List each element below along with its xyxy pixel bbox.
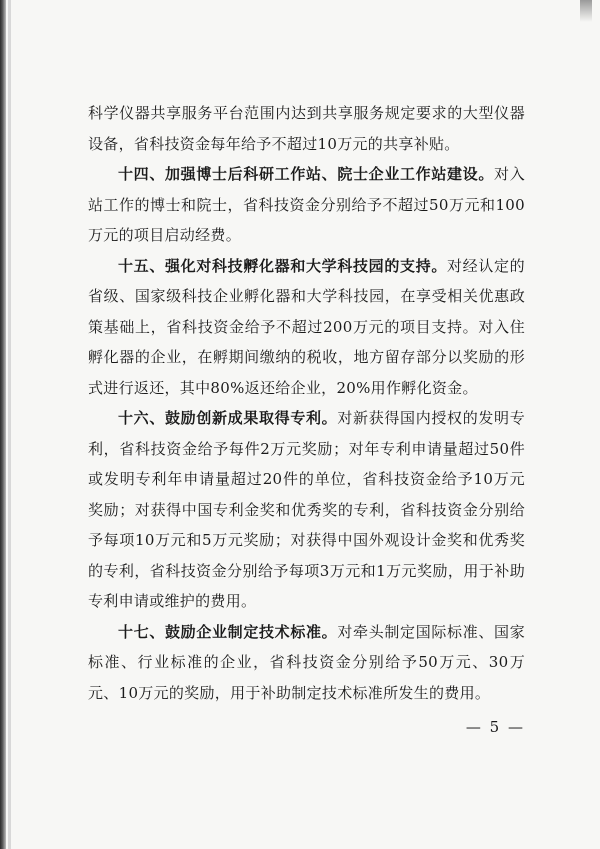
- paragraph-body: 对新获得国内授权的发明专利，省科技资金给予每件2万元奖励；对年专利申请量超过50件或发明专利年申请量超过20件的单位，省科技资金给予10万元奖励；对获得中国专利金奖和优秀奖的专利，省科技资金分别给予每项10万元和5万元奖励；对获得中国外观设计金奖和优秀奖的专利，省科技资金分别给予每项3万元和1万元奖励，用于补助专利申请或维护的费用。: [88, 409, 526, 610]
- paragraph-heading: 十五、强化对科技孵化器和大学科技园的支持。: [118, 256, 448, 275]
- paragraph-17: [88, 617, 525, 709]
- paragraph-14: [88, 159, 525, 251]
- paragraph-body: 对牵头制定国际标准、国家标准、行业标准的企业，省科技资金分别给予50万元、30万元、10万元的奖励，用于补助制定技术标准所发生的费用。: [88, 622, 526, 702]
- body-text: [88, 98, 525, 708]
- scan-left-edge: [0, 0, 6, 849]
- scan-left-shadow: [8, 0, 11, 849]
- paragraph-body: 对经认定的省级、国家级科技企业孵化器和大学科技园，在享受相关优惠政策基础上，省科技资金给予不超过200万元的项目支持。对入住孵化器的企业，在孵期间缴纳的税收，地方留存部分以奖励的形式进行返还，其中80%返还给企业，20%用作孵化资金。: [88, 256, 525, 397]
- paragraph-15: [88, 251, 525, 404]
- paragraph-heading: 十七、鼓励企业制定技术标准。: [118, 622, 338, 641]
- paragraph-heading: 十四、加强博士后科研工作站、院士企业工作站建设。: [118, 165, 495, 183]
- paragraph-16: [88, 403, 525, 617]
- paragraph-body: 科学仪器共享服务平台范围内达到共享服务规定要求的大型仪器设备，省科技资金每年给予不超过10万元的共享补贴。: [88, 104, 525, 153]
- page-number: — 5 —: [465, 718, 525, 736]
- paragraph-heading: 十六、鼓励创新成果取得专利。: [118, 409, 338, 427]
- scan-top-mark: [580, 0, 592, 22]
- paragraph-continued: [88, 98, 525, 159]
- paragraph-body: 对入站工作的博士和院士，省科技资金分别给予不超过50万元和100万元的项目启动经费。: [88, 165, 525, 244]
